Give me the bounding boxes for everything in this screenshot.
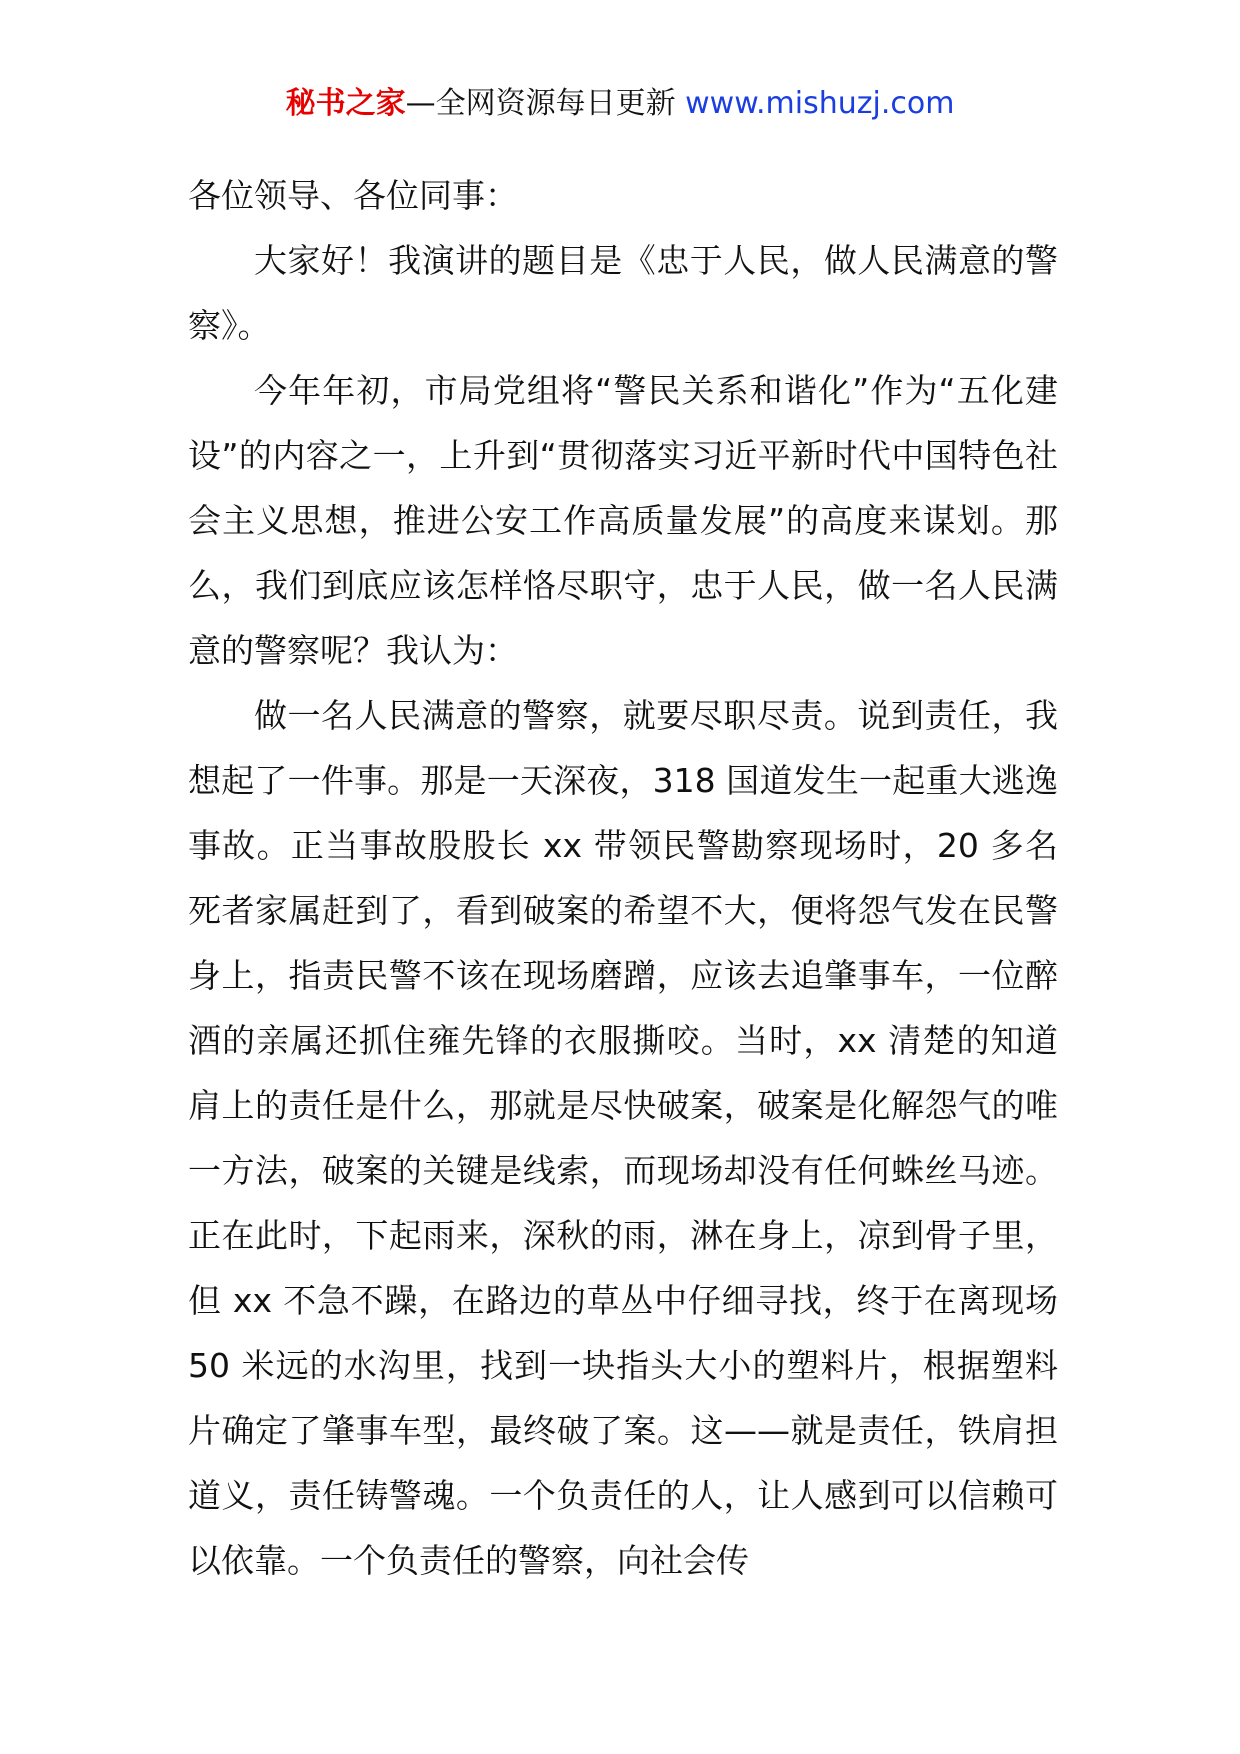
paragraph-responsibility: 做一名人民满意的警察，就要尽职尽责。说到责任，我想起了一件事。那是一天深夜，318 国道发生一起重大逃逸事故。正当事故股股长 xx 带领民警勘察现场时，20 多名死者家属赶到了，看到破案的希望不大，便将怨气发在民警身上，指责民警不该在现场磨蹭，应该去追肇事车，一位醉酒的亲属还抓住雍先锋的衣服撕咬。当时，xx 清楚的知道肩上的责任是什么，那就是尽快破案，破案是化解怨气的唯一方法，破案的关键是线索，而现场却没有任何蛛丝马迹。正在此时，下起雨来，深秋的雨，淋在身上，凉到骨子里，但 xx 不急不躁，在路边的草丛中仔细寻找，终于在离现场 50 米远的水沟里，找到一块指头大小的塑料片，根据塑料片确定了肇事车型，最终破了案。这——就是责任，铁肩担道义，责任铸警魂。一个负责任的人，让人感到可以信赖可以依靠。一个负责任的警察，向社会传	[188, 696, 1058, 1580]
site-header	[0, 82, 1240, 126]
header-tagline: —全网资源每日更新	[405, 86, 686, 121]
salutation: 各位领导、各位同事：	[188, 176, 518, 215]
document-body	[188, 163, 1058, 1593]
paragraph-opening: 大家好！我演讲的题目是《忠于人民，做人民满意的警察》。	[188, 241, 1058, 345]
site-url-link[interactable]: www.mishuzj.com	[685, 86, 955, 121]
paragraph-background: 今年年初，市局党组将“警民关系和谐化”作为“五化建设”的内容之一，上升到“贯彻落实习近平新时代中国特色社会主义思想，推进公安工作高质量发展”的高度来谋划。那么，我们到底应该怎样恪尽职守，忠于人民，做一名人民满意的警察呢？我认为：	[188, 371, 1058, 670]
brand-name: 秘书之家	[285, 86, 406, 121]
